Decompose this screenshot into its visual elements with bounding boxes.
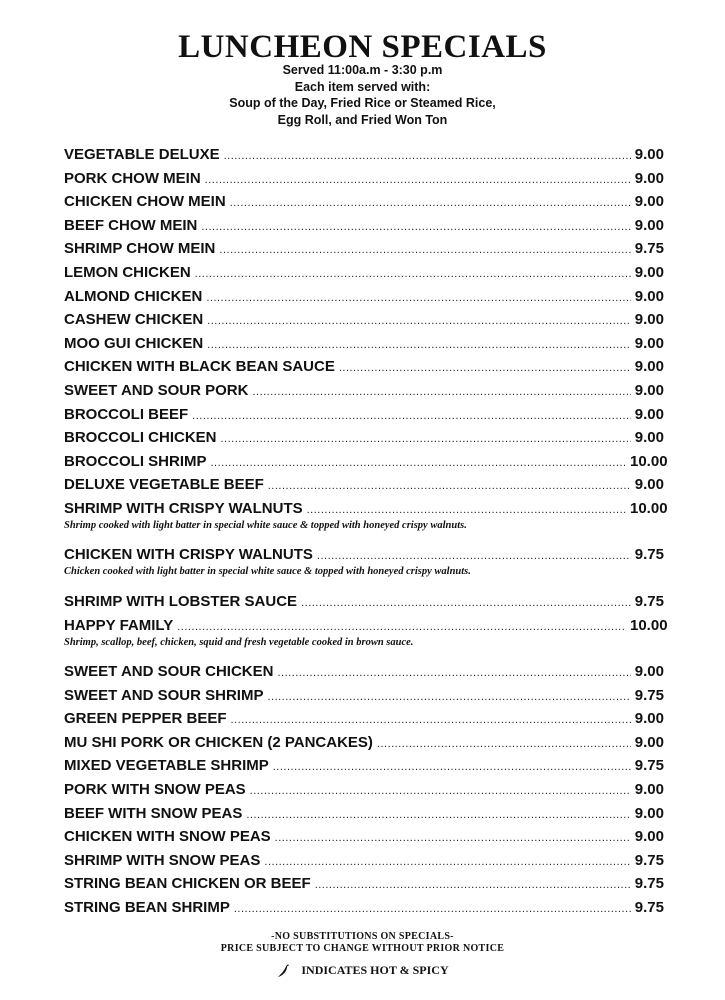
menu-item-price: 10.00 [630, 616, 668, 634]
menu-item [64, 217, 664, 241]
serving-hours: Served 11:00a.m - 3:30 p.m [282, 63, 443, 77]
menu-item [64, 593, 664, 617]
menu-item-row [64, 593, 664, 611]
menu-item-name: SHRIMP CHOW MEIN [64, 240, 216, 258]
no-substitutions-note: -NO SUBSTITUTIONS ON SPECIALS- [271, 931, 454, 942]
menu-item-row [64, 382, 664, 400]
menu-item-row [64, 264, 664, 282]
menu-item-price: 9.00 [634, 710, 664, 728]
menu-item-name: STRING BEAN CHICKEN OR BEEF [64, 875, 311, 893]
menu-item-row [64, 335, 664, 353]
menu-item [64, 240, 664, 264]
menu-item-name: SWEET AND SOUR SHRIMP [64, 686, 264, 704]
menu-item-name: CASHEW CHICKEN [64, 311, 204, 329]
menu-item-price: 9.00 [634, 311, 664, 329]
served-with-sides-2: Egg Roll, and Fried Won Ton [277, 112, 448, 127]
menu-item-name: CHICKEN WITH BLACK BEAN SAUCE [64, 358, 335, 376]
menu-item-name: CHICKEN CHOW MEIN [64, 193, 226, 211]
menu-item [64, 828, 664, 852]
menu-item-row [64, 875, 664, 893]
menu-item-row [64, 616, 668, 635]
menu-item-name: GREEN PEPPER BEEF [64, 710, 227, 728]
menu-list [64, 146, 668, 923]
dot-leader [273, 758, 631, 776]
menu-item-price: 9.75 [634, 592, 664, 610]
dot-leader [315, 876, 631, 894]
menu-item-row [64, 710, 664, 728]
dot-leader [277, 664, 630, 682]
menu-item-price: 10.00 [630, 452, 668, 470]
menu-item [64, 335, 664, 359]
menu-item [64, 452, 668, 477]
page-title: LUNCHEON SPECIALS [178, 29, 547, 65]
dot-leader [224, 147, 631, 165]
menu-item-price: 9.00 [634, 804, 664, 822]
spicy-legend [0, 963, 725, 979]
menu-item-row [64, 828, 664, 846]
menu-item-name: LEMON CHICKEN [64, 263, 191, 281]
dot-leader [377, 735, 631, 753]
menu-item-name: SWEET AND SOUR CHICKEN [64, 663, 274, 680]
menu-item-price: 9.75 [634, 757, 664, 775]
menu-item-name: CHICKEN WITH CRISPY WALNUTS [64, 546, 313, 564]
menu-item-row [64, 406, 664, 424]
menu-item-row [64, 217, 664, 235]
menu-item [64, 616, 668, 664]
menu-item [64, 875, 664, 899]
menu-item-name: MU SHI PORK OR CHICKEN (2 PANCAKES) [64, 733, 373, 751]
menu-item-price: 9.75 [634, 875, 664, 893]
menu-item-row [64, 452, 668, 471]
menu-item [64, 899, 664, 923]
menu-item-price: 9.00 [634, 476, 664, 494]
menu-item [64, 406, 664, 430]
dot-leader [301, 594, 631, 612]
menu-item [64, 710, 664, 734]
menu-item-price: 9.75 [634, 898, 664, 916]
menu-item-name: BEEF CHOW MEIN [64, 216, 198, 234]
menu-item-description: Shrimp cooked with light batter in special white sauce & topped with honeyed crispy walnuts. [64, 519, 467, 531]
menu-item [64, 311, 664, 335]
menu-item [64, 288, 664, 312]
footer-notice [0, 931, 725, 955]
menu-item-name: SWEET AND SOUR PORK [64, 381, 249, 399]
dot-leader [207, 312, 631, 330]
menu-item-price: 9.00 [634, 828, 664, 846]
menu-item-row [64, 170, 664, 188]
menu-item-price: 9.75 [634, 546, 664, 564]
menu-item-price: 9.00 [634, 733, 664, 751]
dot-leader [219, 241, 630, 259]
dot-leader [201, 218, 630, 236]
menu-item-name: SHRIMP WITH CRISPY WALNUTS [64, 499, 303, 517]
dot-leader [268, 477, 631, 495]
menu-item-row [64, 663, 664, 681]
menu-item-row [64, 240, 664, 258]
menu-item [64, 734, 664, 758]
menu-item [64, 805, 664, 829]
dot-leader [192, 407, 631, 425]
menu-item-row [64, 805, 664, 823]
menu-item-price: 9.00 [634, 780, 664, 798]
subtitle-block [0, 62, 725, 128]
dot-leader [211, 454, 627, 472]
menu-item-name: MIXED VEGETABLE SHRIMP [64, 757, 269, 775]
menu-item [64, 546, 664, 593]
menu-item-price: 9.00 [634, 663, 664, 680]
menu-item [64, 264, 664, 288]
menu-item-name: STRING BEAN SHRIMP [64, 898, 230, 916]
served-with-label: Each item served with: [294, 79, 431, 94]
price-change-note: PRICE SUBJECT TO CHANGE WITHOUT PRIOR NOTICE [220, 943, 505, 954]
menu-item-name: PORK WITH SNOW PEAS [64, 780, 246, 798]
menu-item-price: 10.00 [630, 499, 668, 517]
menu-item-price: 9.00 [634, 263, 664, 281]
menu-item-price: 9.00 [634, 358, 664, 376]
dot-leader [195, 265, 631, 283]
dot-leader [206, 289, 630, 307]
menu-item [64, 358, 664, 382]
menu-item-price: 9.00 [634, 146, 664, 163]
menu-item-name: BROCCOLI CHICKEN [64, 429, 217, 447]
dot-leader [339, 359, 631, 377]
menu-item-price: 9.00 [634, 193, 664, 211]
menu-item-row [64, 852, 664, 870]
menu-item-row [64, 429, 664, 447]
menu-item-row [64, 499, 668, 518]
chili-pepper-icon [276, 963, 292, 979]
menu-item-price: 9.75 [634, 851, 664, 869]
menu-item-row [64, 193, 664, 211]
dot-leader [246, 806, 630, 824]
dot-leader [307, 501, 626, 519]
dot-leader [205, 171, 631, 189]
dot-leader [267, 688, 630, 706]
menu-item-name: BROCCOLI BEEF [64, 405, 189, 423]
dot-leader [250, 782, 631, 800]
menu-item [64, 170, 664, 194]
menu-item-row [64, 311, 664, 329]
menu-item [64, 781, 664, 805]
menu-item-price: 9.00 [634, 381, 664, 399]
dot-leader [230, 194, 631, 212]
dot-leader [252, 383, 630, 401]
menu-item-name: PORK CHOW MEIN [64, 169, 201, 187]
menu-item-name: SHRIMP WITH LOBSTER SAUCE [64, 592, 298, 610]
menu-item-name: ALMOND CHICKEN [64, 287, 203, 305]
dot-leader [207, 336, 631, 354]
menu-item-name: MOO GUI CHICKEN [64, 334, 204, 352]
menu-item [64, 687, 664, 711]
menu-item [64, 499, 668, 547]
dot-leader [264, 853, 630, 871]
menu-item-row [64, 546, 664, 564]
menu-item-price: 9.00 [634, 169, 664, 187]
menu-item-row [64, 358, 664, 376]
dot-leader [317, 547, 631, 565]
menu-item-description: Chicken cooked with light batter in special white sauce & topped with honeyed crispy walnuts. [64, 566, 471, 578]
menu-item [64, 757, 664, 781]
menu-item-price: 9.75 [634, 686, 664, 704]
menu-item-row [64, 476, 664, 494]
menu-item-row [64, 288, 664, 306]
dot-leader [231, 711, 631, 729]
menu-item-row [64, 781, 664, 799]
dot-leader [221, 430, 631, 448]
menu-item-price: 9.75 [634, 240, 664, 258]
served-with-sides-1: Soup of the Day, Fried Rice or Steamed Rice, [229, 96, 496, 110]
menu-item-name: DELUXE VEGETABLE BEEF [64, 476, 264, 494]
menu-item-row [64, 146, 664, 164]
menu-item-name: SHRIMP WITH SNOW PEAS [64, 851, 261, 869]
menu-item-row [64, 899, 664, 917]
menu-item-row [64, 734, 664, 752]
menu-item-description: Shrimp, scallop, beef, chicken, squid and fresh vegetable cooked in brown sauce. [64, 636, 414, 648]
menu-item-price: 9.00 [634, 405, 664, 423]
menu-item-row [64, 757, 664, 775]
menu-item-price: 9.00 [634, 334, 664, 352]
menu-item [64, 429, 664, 453]
menu-item-price: 9.00 [634, 429, 664, 447]
menu-item-price: 9.00 [634, 216, 664, 234]
dot-leader [234, 900, 631, 918]
menu-item [64, 663, 664, 687]
menu-item [64, 852, 664, 876]
menu-item-row [64, 687, 664, 705]
menu-item-name: BEEF WITH SNOW PEAS [64, 804, 243, 822]
menu-item [64, 193, 664, 217]
dot-leader [275, 829, 631, 847]
menu-item [64, 476, 664, 500]
menu-item-name: BROCCOLI SHRIMP [64, 452, 207, 470]
menu-item-name: CHICKEN WITH SNOW PEAS [64, 828, 271, 846]
menu-item [64, 146, 664, 170]
spicy-legend-text: INDICATES HOT & SPICY [301, 963, 449, 977]
menu-item-price: 9.00 [634, 287, 664, 305]
menu-item-name: VEGETABLE DELUXE [64, 146, 220, 163]
menu-item [64, 382, 664, 406]
menu-item-name: HAPPY FAMILY [64, 616, 174, 634]
dot-leader [177, 618, 626, 636]
